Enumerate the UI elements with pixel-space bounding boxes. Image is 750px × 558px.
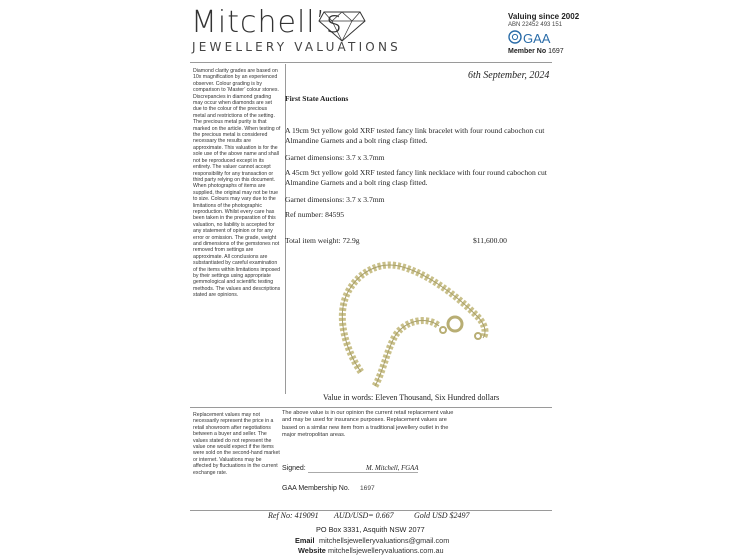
- gaa-logo-icon: [508, 30, 522, 44]
- valuation-statement: The above value is in our opinion the current retail replacement value and may be used for insurance purposes. Replacement values are based on a similar new item from a traditional jewellery outlet in the major metropolitan areas.: [282, 410, 454, 439]
- exchange-rate: AUD/USD= 0.667: [334, 511, 394, 520]
- signed-label: Signed:: [282, 465, 306, 472]
- disclaimer-bottom: Replacement values may not necessarily represent the price in a retail showroom after negotiations between a buyer and seller. The values stated do not represent the value one would expect if the items were sold on the second-hand market or internet. Valuations may be affected by fluctuations in the current exchange rate.: [193, 412, 280, 476]
- divider-top: [190, 62, 552, 63]
- website-address: mitchellsjewelleryvaluations.com.au: [328, 546, 444, 555]
- total-weight: Total item weight: 72.9g: [285, 236, 360, 245]
- item-1-dimensions: Garnet dimensions: 3.7 x 3.7mm: [285, 153, 385, 162]
- member-label: Member No: [508, 48, 547, 55]
- divider-vertical: [285, 64, 286, 394]
- email-address: mitchellsjewelleryvaluations@gmail.com: [319, 536, 450, 545]
- footer-ref-number: Ref No: 419091: [268, 511, 319, 520]
- disclaimer-top: Diamond clarity grades are based on 10x magnification by an experienced observer. Colour grading is by comparison to ‘Master’ colour stones. Discrepancies in diamond grading may occur when diamonds are set due to the colour of the precious metal and restrictions of the setting. The precious metal purity is that marked on the article. When testing of the precious metal is considered necessary the results are approximate. This valuation is for the sole use of the above name and shall not be reproduced except in its entirety. The valuer cannot accept responsibility for any transaction or third party relying on this document. When photographs of items are supplied, the original may not be true to size. Colours may vary due to the limitations of the photographic reproduction. Whilst every care has been taken in the preparation of this valuation, no liability is accepted for any statement of opinion or for any error or omission. The grade, weight and dimensions of the gemstones not removed from settings are approximate. All conclusions are substantiated by careful examination of the items within limitations imposed by their settings using appropriate gemmological and scientific testing methods. The values and descriptions stated are opinions.: [193, 68, 281, 299]
- value-in-words: Value in words: Eleven Thousand, Six Hundred dollars: [323, 393, 500, 402]
- total-value: $11,600.00: [473, 236, 507, 245]
- client-name: First State Auctions: [285, 94, 349, 103]
- signatory-name: M. Mitchell, FGAA: [366, 465, 419, 472]
- member-value: 1697: [548, 48, 564, 55]
- gold-price: Gold USD $2497: [414, 511, 470, 520]
- jewellery-photo: [335, 254, 495, 390]
- item-2-description: A 45cm 9ct yellow gold XRF tested fancy link necklace with four round cabochon cut Almandine Garnets and a bolt ring clasp fitted.: [285, 168, 547, 187]
- gaa-label: GAA: [523, 31, 551, 46]
- item-1-description: A 19cm 9ct yellow gold XRF tested fancy link bracelet with four round cabochon cut Almandine Garnets and a bolt ring clasp fitted.: [285, 126, 545, 145]
- gaa-membership-label: GAA Membership No.: [282, 485, 350, 492]
- abn-number: ABN 22452 493 151: [508, 22, 563, 28]
- valuation-date: 6th September, 2024: [468, 70, 550, 81]
- brand-name: Mitchell’s: [191, 5, 343, 40]
- item-2-dimensions: Garnet dimensions: 3.7 x 3.7mm: [285, 195, 385, 204]
- website-label: Website: [298, 546, 326, 555]
- reference-number: Ref number: 84595: [285, 210, 345, 219]
- valuing-since: Valuing since 2002: [508, 12, 580, 21]
- signature-line: [308, 472, 418, 473]
- member-number: [508, 48, 564, 55]
- divider-middle: [190, 407, 552, 408]
- diamond-logo-icon: [318, 10, 366, 42]
- brand-tagline: JEWELLERY VALUATIONS: [192, 40, 401, 54]
- gaa-membership-number: 1697: [360, 485, 375, 492]
- email-label: Email: [295, 536, 315, 545]
- postal-address: PO Box 3331, Asquith NSW 2077: [316, 525, 425, 534]
